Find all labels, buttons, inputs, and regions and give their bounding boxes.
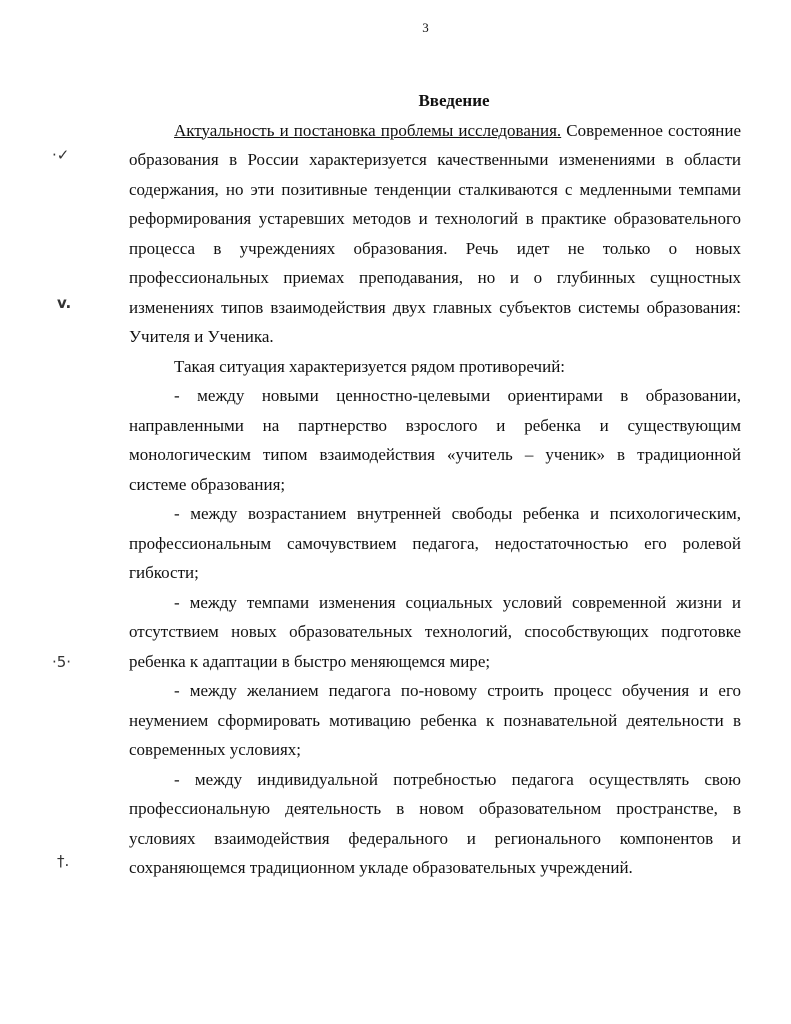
margin-scribble-mark: v. xyxy=(57,294,72,312)
paragraph-contradictions-intro: Такая ситуация характеризуется рядом противоречий: xyxy=(174,356,566,376)
margin-scribble-mark: †. xyxy=(57,852,70,870)
paragraph-contradiction-3: - между темпами изменения социальных условий современной жизни и отсутствием новых образовательных технологий, способствующих подготовке ребенка к адаптации в быстро меняющемся мире; xyxy=(129,592,741,671)
underlined-lead-phrase: Актуальность и постановка проблемы исследования. xyxy=(174,120,562,140)
intro-paragraph xyxy=(129,116,741,352)
margin-scribble-mark: ·✓ xyxy=(52,146,70,164)
page-number: 3 xyxy=(422,20,429,35)
paragraph-contradiction-2: - между возрастанием внутренней свободы ребенка и психологическим, профессиональным самочувствием педагога, недостаточностью его ролевой гибкости; xyxy=(129,504,741,582)
intro-text: Современное состояние образования в России характеризуется качественными изменениями в области содержания, но эти позитивные тенденции сталкиваются с медленными темпами реформирования устаревших методов и технологий в практике образовательного процесса в учреждениях образования. Речь идет не только о новых профессиональных приемах преподавания, но и о глубинных сущностных изменениях типов взаимодействия двух главных субъектов системы образования: Учителя и Ученика. xyxy=(129,120,742,346)
paragraph-contradiction-5: - между индивидуальной потребностью педагога осуществлять свою профессиональную деятельность в новом образовательном пространстве, в условиях взаимодействия федерального и регионального компонентов и сохраняющемся традиционном укладе образовательных учреждений. xyxy=(129,769,741,877)
paragraph-contradiction-1: - между новыми ценностно-целевыми ориентирами в образовании, направленными на партнерство взрослого и ребенка и существующим монологическим типом взаимодействия «учитель – ученик» в традиционной системе образования; xyxy=(129,386,741,494)
margin-scribble-mark: ·5· xyxy=(52,653,72,671)
paragraph-contradiction-4: - между желанием педагога по-новому строить процесс обучения и его неумением сформировать мотивацию ребенка к познавательной деятельности в современных условиях; xyxy=(129,681,741,759)
section-heading: Введение xyxy=(418,91,490,110)
document-body xyxy=(129,86,741,883)
